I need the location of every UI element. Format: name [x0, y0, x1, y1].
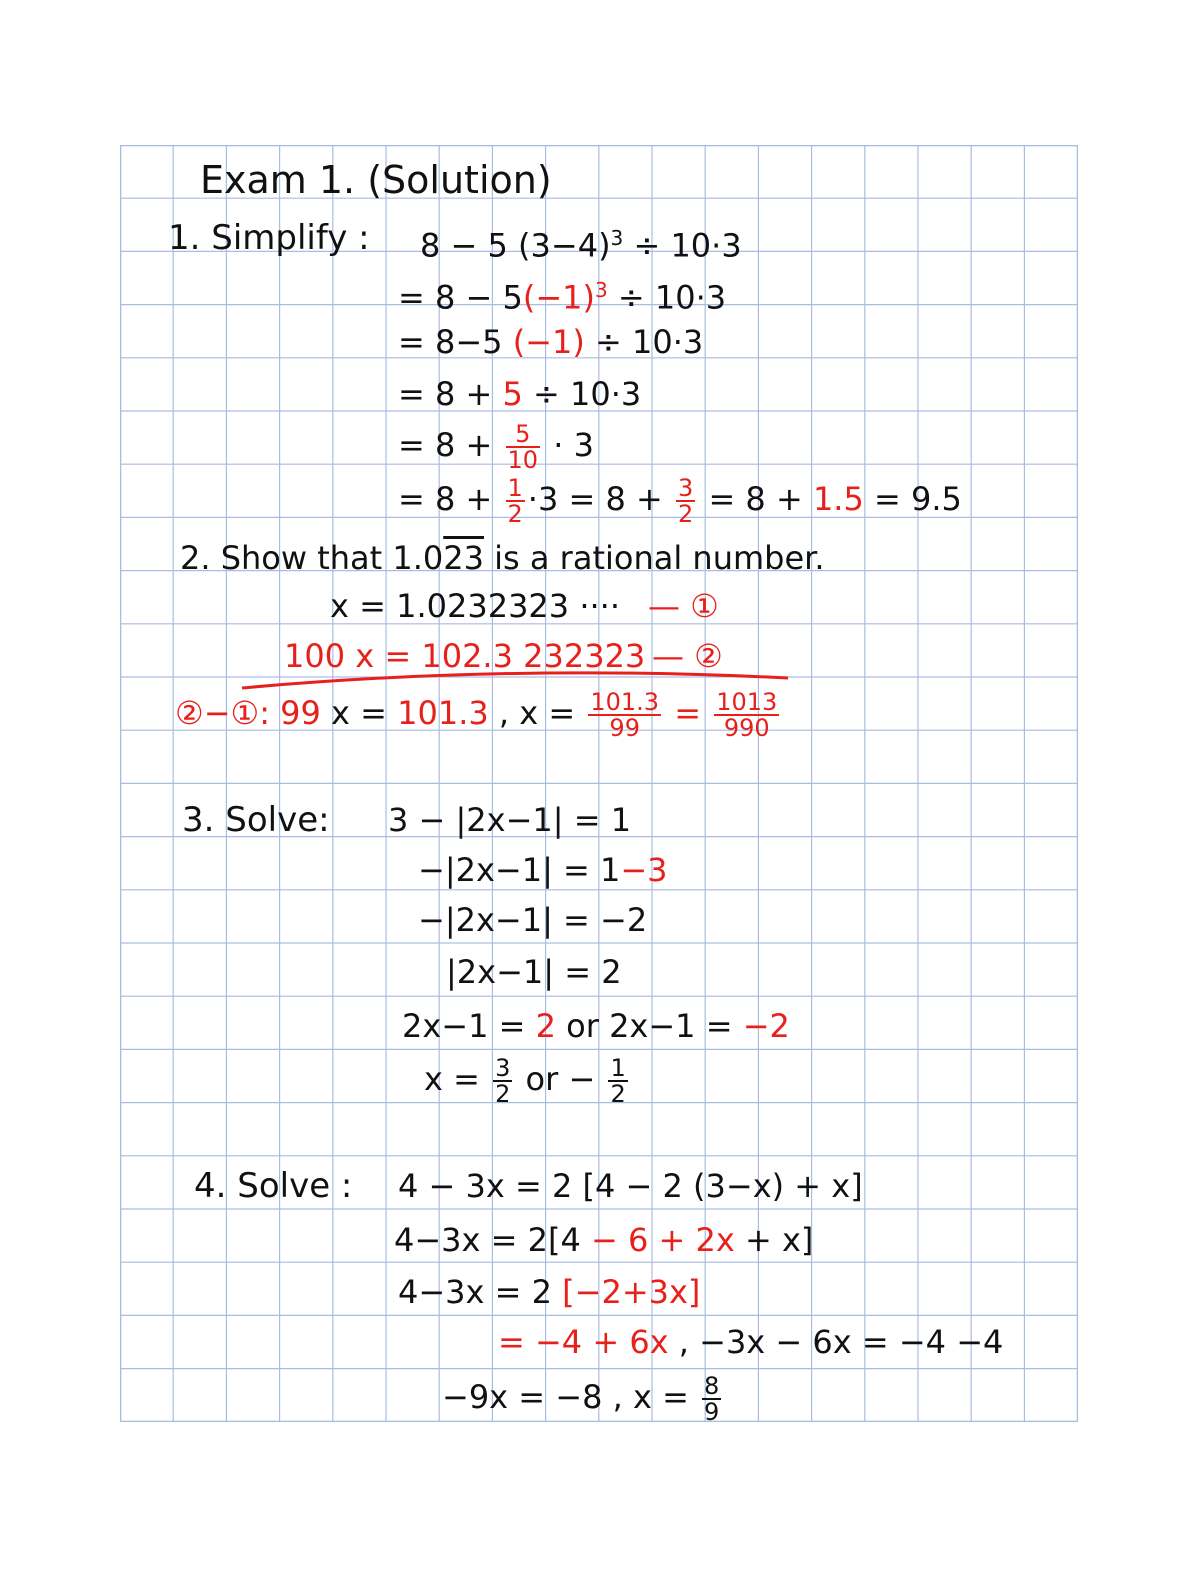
- red-annotation: − 6 + 2x: [580, 1221, 735, 1259]
- text: = 8 +: [698, 480, 813, 518]
- repeating-digits: 23: [443, 539, 484, 577]
- problem-3-label: 3. Solve:: [182, 800, 330, 840]
- page-title: Exam 1. (Solution): [200, 158, 552, 202]
- problem-1-step-2: [398, 322, 703, 362]
- text: = 8 +: [398, 426, 503, 464]
- equation-tag-1: — ①: [648, 587, 719, 625]
- numerator: 3: [677, 474, 694, 502]
- text: x =: [424, 1060, 491, 1098]
- problem-3-expression: 3 − |2x−1| = 1: [388, 801, 632, 839]
- numerator: 5: [506, 422, 541, 448]
- text: or 2x−1 =: [555, 1007, 743, 1045]
- text: or −: [515, 1060, 606, 1098]
- text: ÷ 10·3: [522, 375, 642, 413]
- text: ÷ 10·3: [623, 226, 742, 265]
- fraction: [702, 1374, 721, 1424]
- problem-4-expression: 4 − 3x = 2 [4 − 2 (3−x) + x]: [398, 1167, 863, 1205]
- red-annotation: 5: [502, 375, 523, 413]
- red-annotation: (−1): [522, 278, 595, 317]
- problem-1-step-3: [398, 374, 641, 414]
- red-annotation: 1.5: [812, 480, 864, 518]
- text: x =: [320, 694, 398, 732]
- text: · 3: [543, 426, 594, 464]
- red-annotation: 2: [535, 1007, 556, 1045]
- problem-4-step-3: [498, 1322, 1003, 1362]
- denominator: 2: [677, 500, 694, 528]
- fraction: [493, 1056, 512, 1106]
- text: x = 1.0232323 ····: [330, 587, 620, 625]
- text: is a rational number.: [483, 539, 825, 577]
- problem-1-step-5: [398, 476, 962, 526]
- problem-1-expression: [420, 218, 742, 266]
- denominator: 2: [610, 1080, 626, 1108]
- problem-2-line-2: 100 x = 102.3 232323: [284, 637, 646, 675]
- text: 4−3x = 2: [398, 1273, 563, 1311]
- red-annotation: =: [664, 694, 712, 732]
- problem-3-step-4: [402, 1006, 790, 1046]
- problem-3-step-5: [424, 1056, 631, 1106]
- text: ÷ 10·3: [607, 278, 727, 317]
- problem-3-step-1: [418, 850, 668, 890]
- text: 2. Show that 1.0: [180, 539, 444, 577]
- fraction: [588, 690, 661, 740]
- problem-1-step-1: [398, 270, 726, 318]
- text: 4−3x = 2[4: [394, 1221, 581, 1259]
- fraction: [714, 690, 779, 740]
- exponent: 3: [595, 278, 608, 302]
- fraction: [506, 422, 541, 472]
- text: ÷ 10·3: [584, 323, 704, 361]
- problem-4-step-2: [398, 1272, 700, 1312]
- fraction: [506, 476, 525, 526]
- numerator: 1: [610, 1054, 626, 1082]
- numerator: 8: [704, 1372, 720, 1400]
- text: −9x = −8 , x =: [442, 1378, 700, 1416]
- red-annotation: (−1): [512, 323, 585, 361]
- problem-2-label: [180, 538, 825, 578]
- red-annotation: 101.3: [397, 694, 489, 732]
- text: −|2x−1| = 1: [418, 851, 621, 889]
- problem-4-label: 4. Solve :: [194, 1166, 353, 1206]
- problem-4-step-4: [442, 1374, 724, 1424]
- text: = 8 +: [398, 375, 503, 413]
- text: ·3 = 8 +: [527, 480, 673, 518]
- problem-2-line-1: [330, 586, 620, 626]
- numerator: 1: [507, 474, 523, 502]
- denominator: 9: [704, 1398, 720, 1426]
- problem-3-step-3: |2x−1| = 2: [446, 953, 622, 991]
- red-annotation: = −4 + 6x: [498, 1323, 669, 1361]
- text: , −3x − 6x = −4 −4: [668, 1323, 1004, 1361]
- exponent: 3: [610, 226, 624, 250]
- problem-3-step-2: −|2x−1| = −2: [418, 901, 648, 939]
- red-annotation: −2: [742, 1007, 790, 1045]
- denominator: 99: [609, 714, 640, 742]
- denominator: 10: [507, 446, 539, 474]
- problem-4-step-1: [394, 1220, 813, 1260]
- text: = 8 − 5: [398, 278, 523, 317]
- text: , x =: [488, 694, 586, 732]
- text: = 8 +: [398, 480, 503, 518]
- red-annotation: [−2+3x]: [562, 1273, 701, 1311]
- equation-tag-2: — ②: [652, 637, 723, 675]
- denominator: 2: [507, 500, 523, 528]
- text: + x]: [734, 1221, 814, 1259]
- numerator: 101.3: [590, 688, 660, 716]
- denominator: 990: [723, 714, 770, 742]
- problem-2-line-3: [175, 690, 782, 740]
- red-annotation: ②−①: 99: [175, 694, 321, 732]
- numerator: 1013: [716, 688, 778, 716]
- text: 2x−1 =: [402, 1007, 536, 1045]
- red-annotation: −3: [620, 851, 668, 889]
- text: 8 − 5 (3−4): [420, 226, 611, 265]
- denominator: 2: [495, 1080, 511, 1108]
- text: = 9.5: [863, 480, 962, 518]
- fraction: [608, 1056, 627, 1106]
- text: = 8−5: [398, 323, 513, 361]
- problem-1-step-4: [398, 422, 594, 472]
- fraction: [676, 476, 695, 526]
- problem-1-label: 1. Simplify :: [168, 218, 370, 258]
- numerator: 3: [495, 1054, 511, 1082]
